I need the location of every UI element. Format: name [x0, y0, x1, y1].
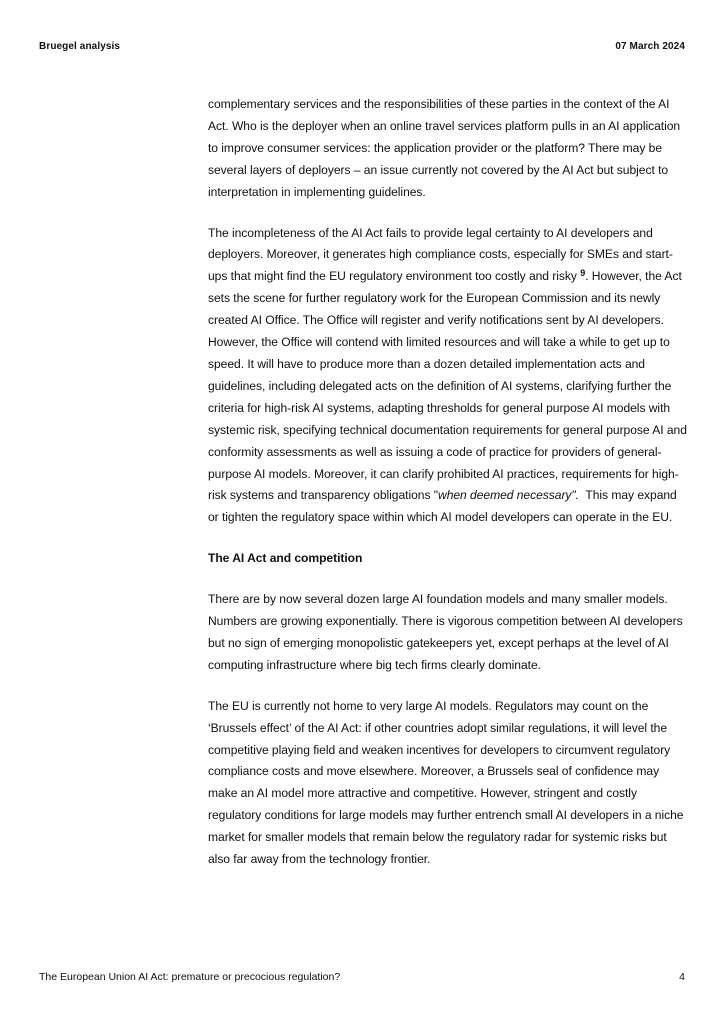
page-header: [39, 41, 685, 55]
publication-date: 07 March 2024: [615, 41, 685, 52]
paragraph-4: The EU is currently not home to very large AI models. Regulators may count on the ‘Brussels effect’ of the AI Act: if other countries adopt similar regulations, it will level the competitive playing field and weaken incentives for developers to circumvent regulatory compliance costs and move elsewhere. Moreover, a Brussels seal of confidence may make an AI model more attractive and competitive. However, stringent and costly regulatory conditions for large models may further entrench small AI developers in a niche market for smaller models that remain below the regulatory radar for systemic risks but also far away from the technology frontier.: [208, 698, 684, 867]
paragraph-1: complementary services and the responsibilities of these parties in the context of the AI Act. Who is the deployer when an online travel services platform pulls in an AI application to improve consumer services: the application provider or the platform? There may be several layers of deployers – an issue currently not covered by the AI Act but subject to interpretation in implementing guidelines.: [208, 97, 681, 199]
paragraph-2-text-a: The incompleteness of the AI Act fails to provide legal certainty to AI developers and deployers. Moreover, it generates high compliance costs, especially for SMEs and start-ups that might find the EU regulatory environment too costly and risky: [208, 225, 673, 284]
paragraph-2-italic: when deemed necessary".: [438, 488, 579, 503]
document-title: The European Union AI Act: premature or precocious regulation?: [39, 971, 341, 983]
publisher-name: Bruegel analysis: [39, 41, 121, 52]
paragraph-2-text-c: This may expand or tighten the regulatory space within which AI model developers can operate in the EU.: [208, 488, 681, 525]
article-body: [208, 94, 688, 890]
section-heading: The AI Act and competition: [208, 551, 363, 566]
footnote-reference[interactable]: 9: [580, 268, 586, 279]
paragraph-3: There are by now several dozen large AI foundation models and many smaller models. Numbers are growing exponentially. There is vigorous competition between AI developers but no sign of emerging monopolistic gatekeepers yet, except perhaps at the level of AI computing infrastructure where big tech firms clearly dominate.: [208, 592, 683, 672]
paragraph-2-text-b: . However, the Act sets the scene for further regulatory work for the European Commission and its newly created AI Office. The Office will register and verify notifications sent by AI developers. However, the Office will contend with limited resources and will take a while to get up to speed. It will have to produce more than a dozen detailed implementation acts and guidelines, including delegated acts on the definition of AI systems, clarifying further the criteria for high-risk AI systems, adapting thresholds for general purpose AI models with systemic risk, specifying technical documentation requirements for general purpose AI and conformity assessments as well as issuing a code of practice for providers of general-purpose AI models. Moreover, it can clarify prohibited AI practices, requirements for high-risk systems and transparency obligations ": [208, 269, 687, 503]
paragraph-2: [208, 223, 688, 530]
page-footer: [39, 971, 685, 985]
page-number: 4: [679, 971, 685, 983]
